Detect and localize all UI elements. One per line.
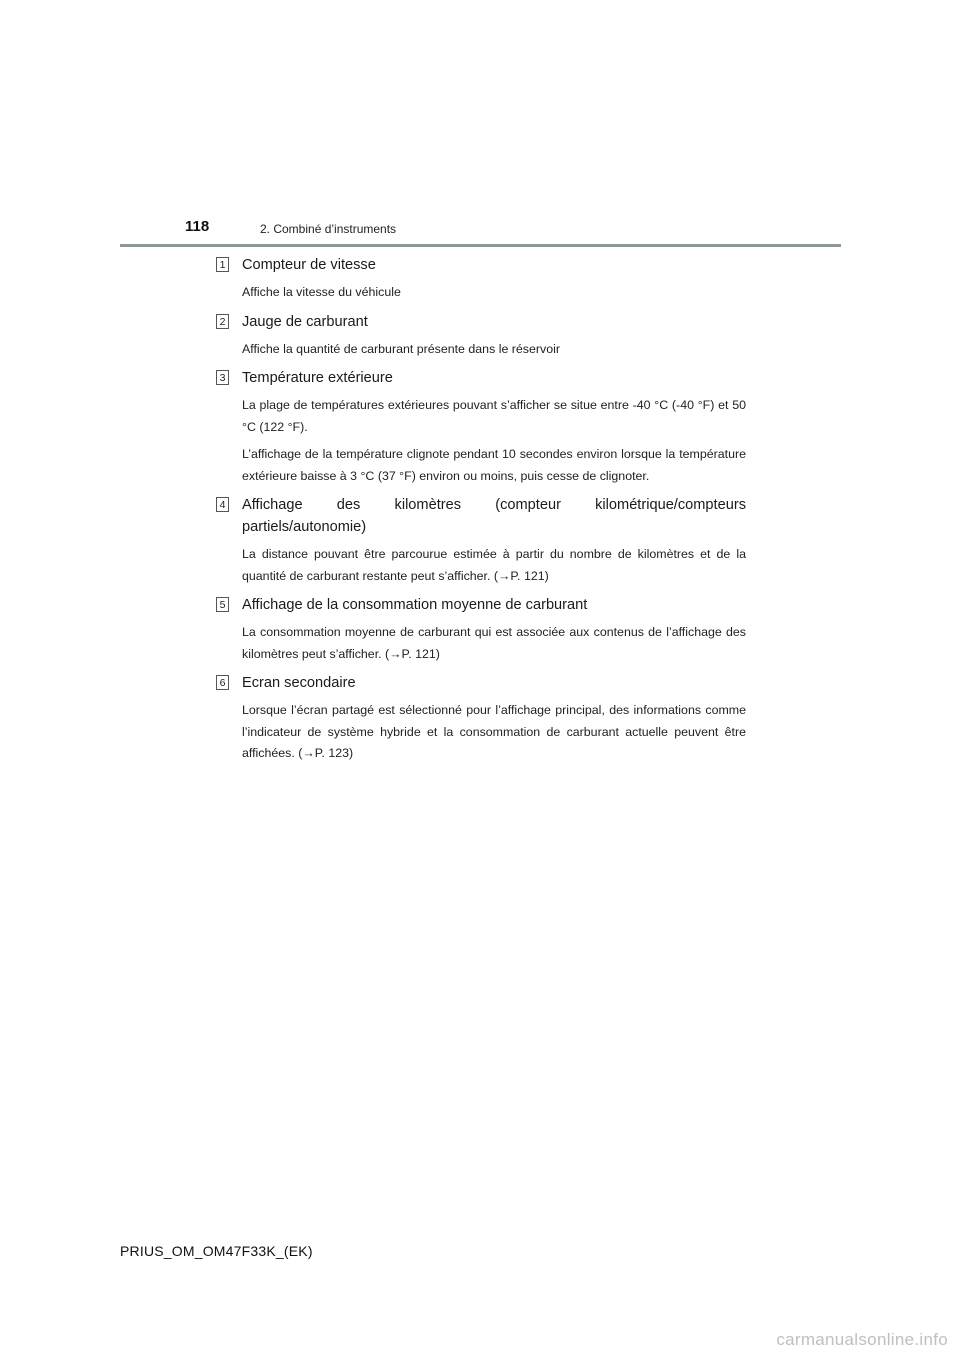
- item-paragraph: La distance pouvant être parcourue estimée à partir du nombre de kilomètres et de la quantité de carburant restante peut s’afficher. (→P. 121): [242, 547, 746, 583]
- section-title: 2. Combiné d’instruments: [260, 222, 397, 236]
- item-body: [216, 339, 746, 361]
- list-item: [216, 494, 746, 587]
- item-number-badge: 1: [216, 257, 229, 272]
- item-paragraph: La plage de températures extérieures pouvant s’afficher se situe entre -40 °C (-40 °F) et 50 °C (122 °F).: [242, 398, 746, 434]
- item-number-badge: 2: [216, 314, 229, 329]
- page-number: 118: [185, 218, 210, 235]
- item-number-badge: 6: [216, 675, 229, 690]
- item-title: Jauge de carburant: [242, 313, 368, 330]
- item-list: [216, 254, 746, 772]
- item-paragraph: L’affichage de la température clignote pendant 10 secondes environ lorsque la température extérieure baisse à 3 °C (37 °F) environ ou moins, puis cesse de clignoter.: [242, 447, 746, 483]
- item-title: Ecran secondaire: [242, 675, 356, 691]
- item-body: [216, 700, 746, 765]
- item-number-badge: 3: [216, 370, 229, 385]
- item-heading: [216, 672, 746, 694]
- item-number-badge: 4: [216, 497, 229, 512]
- item-title: Affichage de la consommation moyenne de carburant: [242, 597, 588, 613]
- item-heading: [216, 594, 746, 616]
- list-item: [216, 672, 746, 765]
- header-divider: [120, 244, 841, 247]
- item-paragraph: La consommation moyenne de carburant qui est associée aux contenus de l’affichage des kilomètres peut s’afficher. (→P. 121): [242, 625, 746, 661]
- item-title: Affichage des kilomètres (compteur kilométrique/compteurs partiels/autonomie): [242, 497, 746, 535]
- watermark: carmanualsonline.info: [776, 1330, 948, 1349]
- list-item: [216, 594, 746, 665]
- item-body: [216, 282, 746, 304]
- item-number-badge: 5: [216, 597, 229, 612]
- document-code: PRIUS_OM_OM47F33K_(EK): [120, 1243, 313, 1259]
- item-paragraph: Lorsque l’écran partagé est sélectionné pour l’affichage principal, des informations comme l’indicateur de système hybride et la consommation de carburant actuelle peuvent être affichées. (→P. 123): [242, 703, 746, 760]
- item-title: Compteur de vitesse: [242, 257, 376, 273]
- item-heading: [216, 254, 746, 276]
- item-body: [216, 395, 746, 487]
- item-body: [216, 622, 746, 665]
- item-heading: [216, 494, 746, 538]
- item-title: Température extérieure: [242, 370, 393, 386]
- list-item: [216, 367, 746, 487]
- item-heading: [216, 311, 746, 333]
- item-body: [216, 544, 746, 587]
- list-item: [216, 254, 746, 304]
- list-item: [216, 311, 746, 361]
- page-header: [0, 0, 960, 250]
- item-paragraph: Affiche la quantité de carburant présente dans le réservoir: [242, 341, 560, 356]
- item-heading: [216, 367, 746, 389]
- item-paragraph: Affiche la vitesse du véhicule: [242, 285, 401, 299]
